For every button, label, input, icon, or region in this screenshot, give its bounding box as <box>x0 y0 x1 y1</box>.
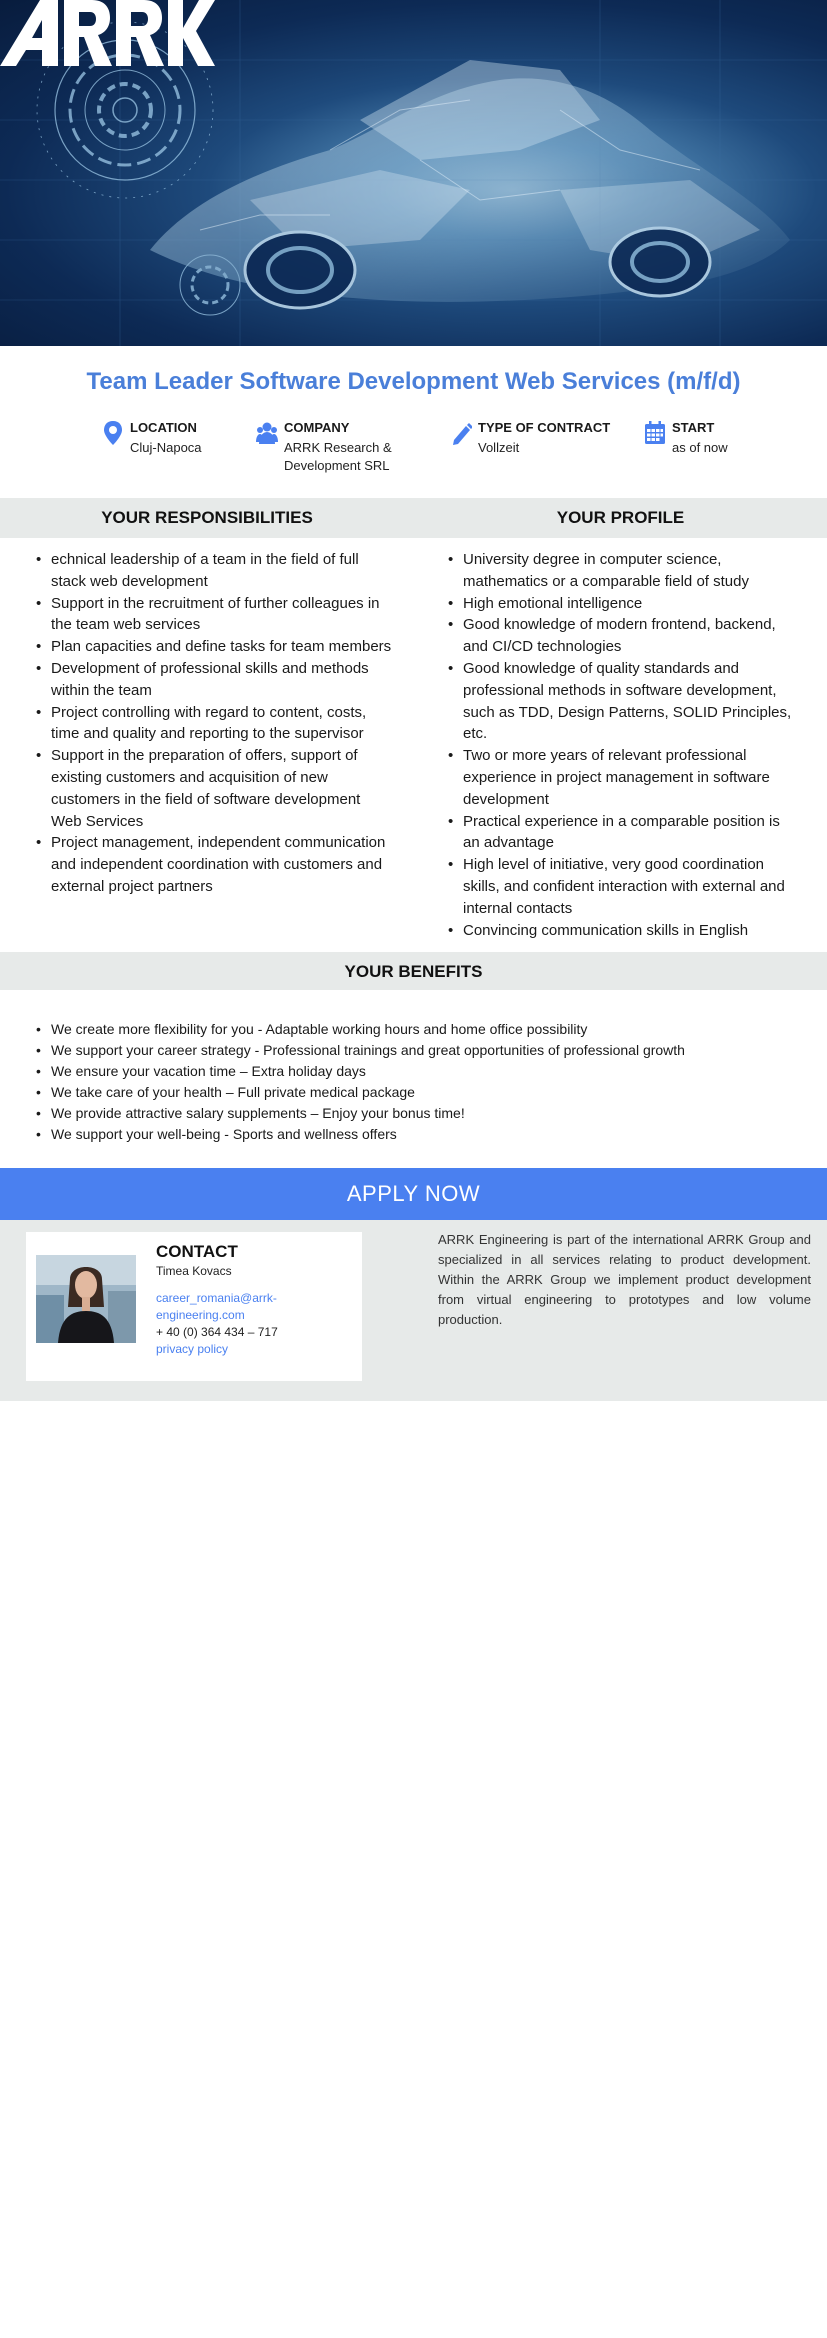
pencil-icon <box>450 420 472 446</box>
list-item: • Plan capacities and define tasks for team members <box>36 636 406 658</box>
info-label: START <box>672 420 715 435</box>
benefits-list <box>36 1019 816 1145</box>
contact-phone: + 40 (0) 364 434 – 717 <box>156 1325 278 1339</box>
list-item: • We support your well-being - Sports and wellness offers <box>36 1124 816 1145</box>
list-item: • Good knowledge of quality standards and professional methods in software development, such as TDD, Design Patterns, SOLID Principles, etc. <box>448 658 818 745</box>
list-item: • We ensure your vacation time – Extra holiday days <box>36 1061 816 1082</box>
info-value <box>478 439 519 457</box>
info-value-line: as of now <box>672 440 728 455</box>
company-about-text: ARRK Engineering is part of the international ARRK Group and specialized in all services relating to product development. Within the ARRK Group we implement product development from virtual engineering to prototypes and low volume production. <box>438 1232 811 1327</box>
email-line[interactable]: career_romania@arrk- <box>156 1291 277 1305</box>
contact-card <box>26 1232 362 1381</box>
list-item: • We provide attractive salary supplements – Enjoy your bonus time! <box>36 1103 816 1124</box>
responsibilities-heading: YOUR RESPONSIBILITIES <box>101 508 313 527</box>
profile-list <box>448 549 818 941</box>
list-item: • Development of professional skills and methods within the team <box>36 658 406 702</box>
responsibilities-list <box>36 549 406 898</box>
list-item: • Project controlling with regard to content, costs, time and quality and reporting to the supervisor <box>36 702 406 746</box>
benefits-heading: YOUR BENEFITS <box>344 962 483 981</box>
list-item: • Good knowledge of modern frontend, backend, and CI/CD technologies <box>448 614 818 658</box>
list-item: • Two or more years of relevant professional experience in project management in software development <box>448 745 818 810</box>
info-value-line: ARRK Research & <box>284 440 392 455</box>
people-icon <box>256 420 278 446</box>
info-value <box>284 439 392 475</box>
list-item: • We take care of your health – Full private medical package <box>36 1082 816 1103</box>
info-value-line: Cluj-Napoca <box>130 440 202 455</box>
section-band-responsibilities-profile <box>0 498 827 538</box>
list-item: • Support in the preparation of offers, support of existing customers and acquisition of new customers in the field of software development Web Services <box>36 745 406 832</box>
list-item: • Practical experience in a comparable position is an advantage <box>448 811 818 855</box>
list-item: • echnical leadership of a team in the field of full stack web development <box>36 549 406 593</box>
list-item: • University degree in computer science, mathematics or a comparable field of study <box>448 549 818 593</box>
calendar-icon <box>644 420 666 446</box>
footer <box>0 1220 827 1401</box>
contact-email-link[interactable] <box>156 1290 296 1324</box>
info-value-line: Vollzeit <box>478 440 520 455</box>
contact-heading: CONTACT <box>156 1242 238 1261</box>
list-item: • High level of initiative, very good coordination skills, and confident interaction with external and internal contacts <box>448 854 818 919</box>
list-item: • High emotional intelligence <box>448 593 818 615</box>
list-item: • Convincing communication skills in English <box>448 920 818 942</box>
contact-name: Timea Kovacs <box>156 1264 232 1278</box>
list-item: • We support your career strategy - Professional trainings and great opportunities of professional growth <box>36 1040 816 1061</box>
apply-now-button[interactable]: APPLY NOW <box>0 1168 827 1220</box>
section-band-benefits <box>0 952 827 990</box>
info-label: TYPE OF CONTRACT <box>478 420 611 435</box>
contact-photo <box>36 1255 136 1343</box>
privacy-policy-link[interactable]: privacy policy <box>156 1342 229 1356</box>
job-title: Team Leader Software Development Web Services (m/f/d) <box>86 368 741 395</box>
profile-heading: YOUR PROFILE <box>556 508 685 527</box>
arrk-logo <box>0 0 215 66</box>
hero-banner <box>0 0 827 346</box>
info-value <box>672 439 728 457</box>
list-item: • Project management, independent communication and independent coordination with customers and external project partners <box>36 832 406 897</box>
info-label: LOCATION <box>130 420 197 435</box>
list-item: • Support in the recruitment of further colleagues in the team web services <box>36 593 406 637</box>
list-item: • We create more flexibility for you - Adaptable working hours and home office possibility <box>36 1019 816 1040</box>
info-label: COMPANY <box>284 420 350 435</box>
location-pin-icon <box>102 420 124 446</box>
info-value <box>130 439 202 457</box>
info-value-line: Development SRL <box>284 458 390 473</box>
email-line[interactable]: engineering.com <box>156 1308 245 1322</box>
